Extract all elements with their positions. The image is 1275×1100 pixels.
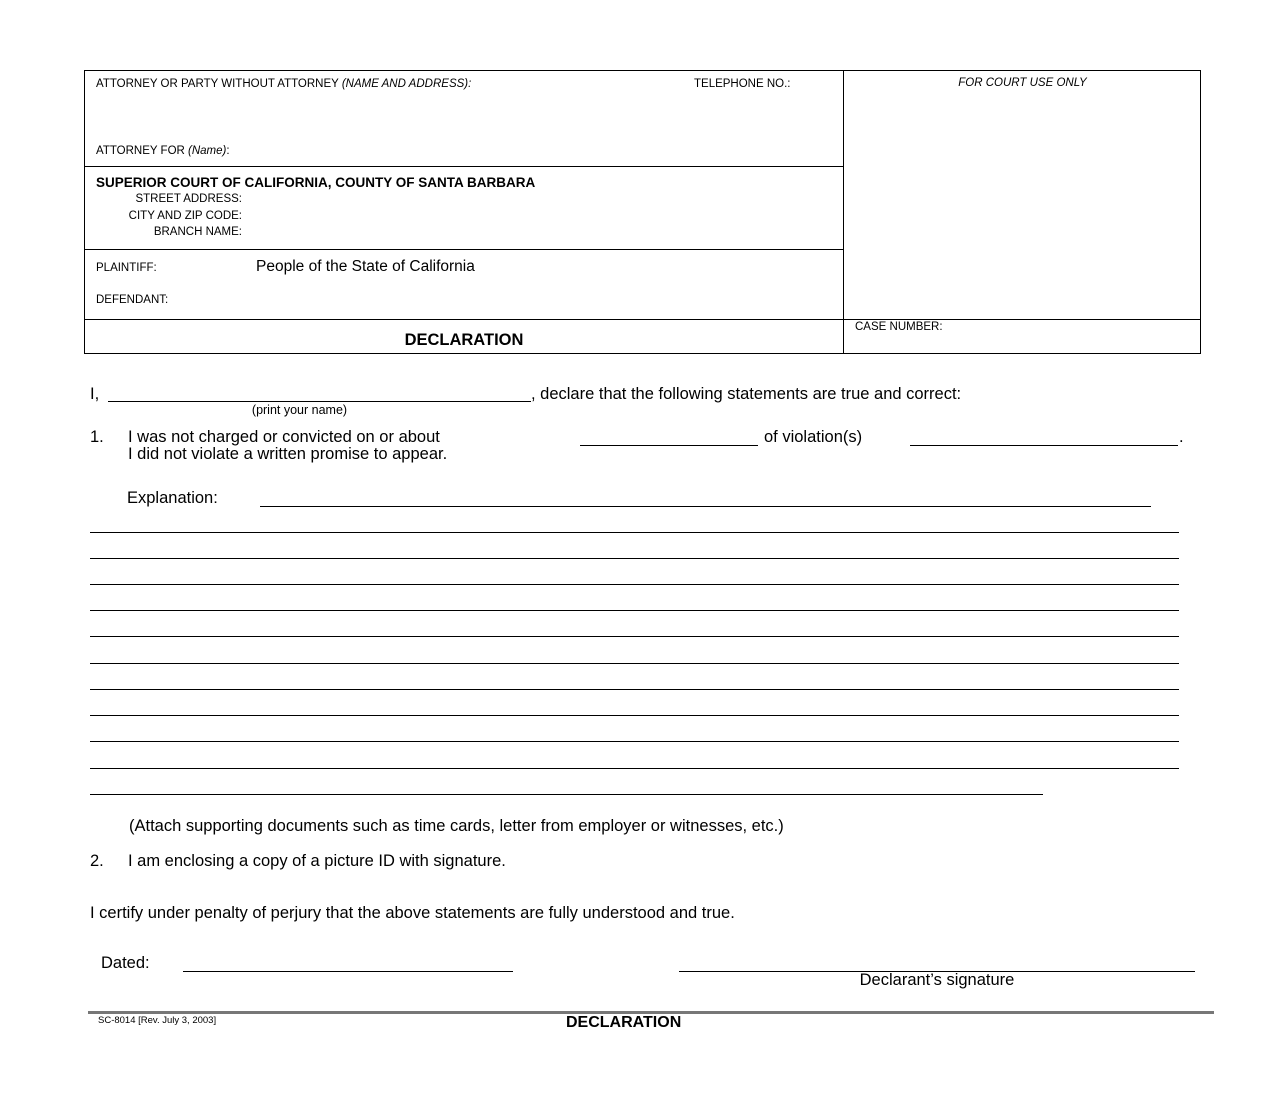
signature-label: Declarant’s signature [859, 971, 1015, 989]
attorney-label-text: ATTORNEY OR PARTY WITHOUT ATTORNEY [96, 78, 339, 90]
explanation-line [90, 715, 1179, 716]
attorney-for-text: ATTORNEY FOR [96, 145, 185, 157]
attach-note: (Attach supporting documents such as time cards, letter from employer or witnesses, etc.) [129, 817, 784, 835]
explanation-line [90, 689, 1179, 690]
branch-name-label: BRANCH NAME: [153, 226, 242, 238]
caption-divider-attorney [84, 166, 844, 167]
declare-text: , declare that the following statements are true and correct: [531, 385, 962, 403]
attorney-for-label [96, 145, 230, 157]
dated-blank [183, 971, 513, 972]
item1-line2: I did not violate a written promise to appear. [128, 445, 448, 463]
explanation-line [90, 584, 1179, 585]
explanation-line [90, 663, 1179, 664]
violation-blank [910, 445, 1178, 446]
explanation-line [90, 768, 1179, 769]
caption-divider-vertical [843, 70, 844, 354]
court-name: SUPERIOR COURT OF CALIFORNIA, COUNTY OF SANTA BARBARA [96, 175, 536, 190]
city-zip-label: CITY AND ZIP CODE: [128, 210, 242, 222]
footer-title: DECLARATION [566, 1014, 682, 1031]
caption-box [84, 70, 1201, 354]
caption-divider-court [84, 249, 844, 250]
form-title: DECLARATION [404, 331, 524, 349]
case-number-label: CASE NUMBER: [855, 321, 943, 333]
name-blank [108, 401, 531, 402]
plaintiff-label: PLAINTIFF: [96, 262, 157, 274]
dated-label: Dated: [101, 954, 150, 972]
date-blank [580, 445, 758, 446]
street-address-label: STREET ADDRESS: [135, 193, 242, 205]
i-prefix: I, [90, 385, 100, 403]
explanation-line [90, 558, 1179, 559]
print-name-hint: (print your name) [251, 403, 348, 417]
item2-text: I am enclosing a copy of a picture ID with signature. [128, 852, 506, 870]
item1-period: . [1179, 428, 1184, 446]
court-use-label: FOR COURT USE ONLY [958, 77, 1087, 89]
explanation-label: Explanation: [127, 489, 218, 507]
item1-number: 1. [90, 428, 104, 446]
footer-form-id: SC-8014 [Rev. July 3, 2003] [98, 1015, 217, 1026]
explanation-line [90, 532, 1179, 533]
attorney-for-colon: : [226, 145, 230, 157]
defendant-label: DEFENDANT: [96, 294, 169, 306]
attorney-for-italic: (Name) [188, 145, 227, 157]
item2-number: 2. [90, 852, 104, 870]
explanation-blank-first [260, 506, 1151, 507]
explanation-line [90, 636, 1179, 637]
item1-text-a: I was not charged or convicted on or about [128, 428, 440, 446]
explanation-line [90, 741, 1179, 742]
explanation-line [90, 610, 1179, 611]
certify-text: I certify under penalty of perjury that the above statements are fully understood and true. [90, 904, 735, 922]
telephone-label: TELEPHONE NO.: [694, 78, 791, 90]
explanation-line-last [90, 794, 1043, 795]
attorney-label-italic: (NAME AND ADDRESS): [341, 78, 472, 90]
plaintiff-value: People of the State of California [256, 258, 475, 275]
caption-divider-parties [84, 319, 1201, 320]
item1-text-b: of violation(s) [764, 428, 863, 446]
attorney-label [96, 78, 471, 90]
